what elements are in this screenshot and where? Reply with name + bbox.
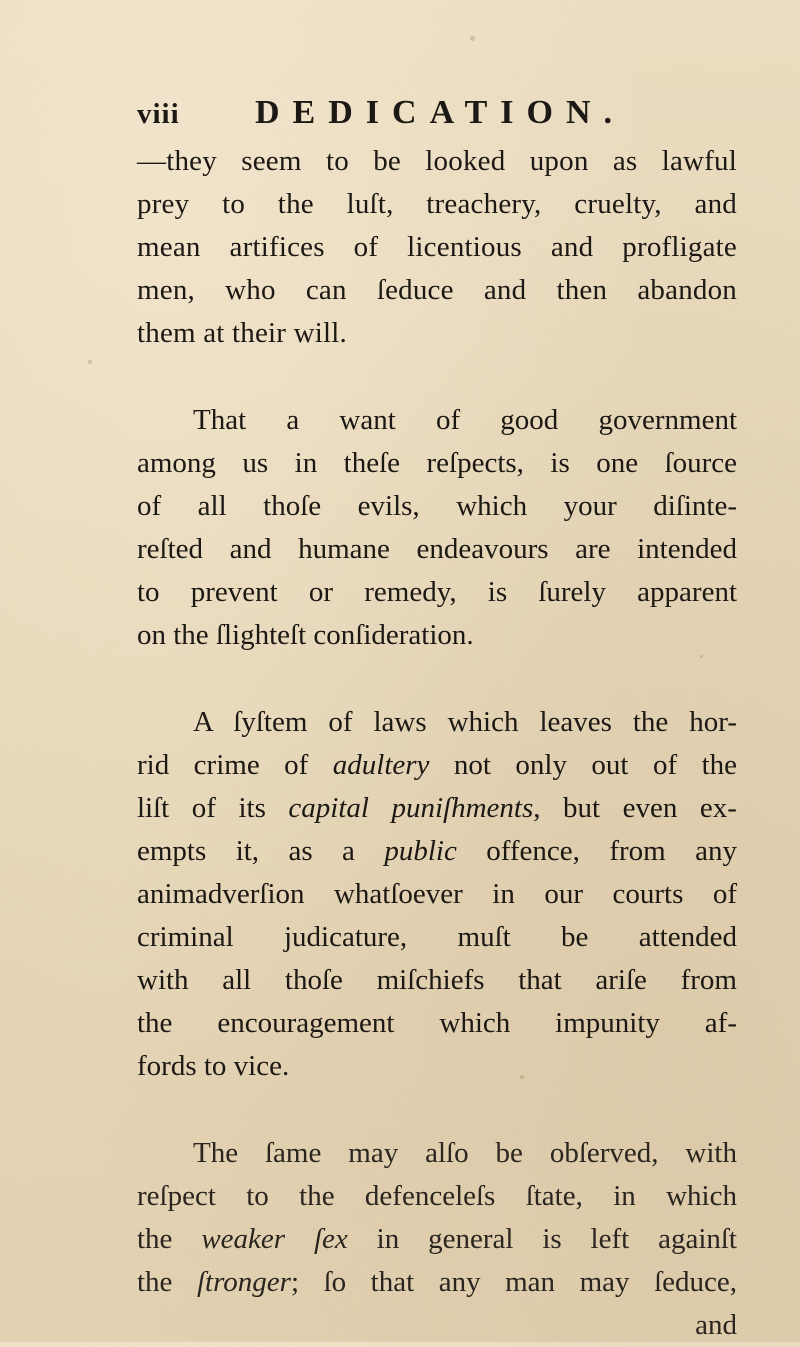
text-line (137, 744, 737, 787)
paper-speck (470, 36, 475, 41)
body-text (137, 140, 737, 1347)
line-text: empts it, as a (137, 835, 385, 867)
line-text: criminal judicature, muſt be attended (137, 921, 737, 953)
line-text: the (137, 1223, 202, 1255)
text-line (137, 1261, 737, 1304)
text-line: on the ſlighteſt conſideration. (137, 619, 474, 651)
page-header (137, 94, 737, 138)
text-line (137, 1218, 737, 1261)
page-number: viii (137, 98, 180, 130)
line-text: animadverſion whatſoever in our courts of (137, 878, 737, 910)
line-text: the (137, 1266, 197, 1298)
paragraph-4 (137, 1132, 737, 1347)
italic-text: weaker ſex (201, 1223, 348, 1255)
italic-text: public (384, 835, 457, 867)
text-line (137, 959, 737, 1002)
line-text: offence, from any (456, 835, 737, 867)
text-line: among us in theſe reſpects, is one ſource (137, 447, 737, 479)
paper-speck (700, 655, 703, 658)
catchword: and (695, 1309, 737, 1341)
text-line (137, 830, 737, 873)
text-line: —they seem to be looked upon as lawful (137, 145, 737, 177)
text-line: prey to the luſt, treachery, cruelty, and (137, 188, 737, 220)
line-text: rid crime of (137, 749, 333, 781)
line-text: The ſame may alſo be obſerved, with (193, 1137, 737, 1169)
text-line (137, 1045, 737, 1088)
text-line: mean artifices of licentious and profligate (137, 231, 737, 263)
paragraph-1 (137, 140, 737, 355)
text-line (137, 701, 737, 744)
text-line: That a want of good government (193, 404, 737, 436)
line-text: fords to vice. (137, 1050, 290, 1082)
text-line: them at their will. (137, 317, 347, 349)
text-line (137, 873, 737, 916)
paragraph-3 (137, 701, 737, 1088)
line-text: in general is left againſt (347, 1223, 737, 1255)
text-line: to prevent or remedy, is ſurely apparent (137, 576, 737, 608)
text-line (137, 787, 737, 830)
paragraph-2 (137, 399, 737, 657)
running-head: DEDICATION. (255, 94, 626, 131)
text-line: men, who can ſeduce and then abandon (137, 274, 737, 306)
line-text: , but even ex- (533, 792, 737, 824)
line-text: not only out of the (429, 749, 737, 781)
line-text: liſt of its (137, 792, 289, 824)
text-line (137, 1175, 737, 1218)
text-line (137, 916, 737, 959)
paper-speck (520, 1075, 524, 1079)
paper-speck (260, 1280, 263, 1283)
text-line: of all thoſe evils, which your diſinte- (137, 490, 737, 522)
line-text: with all thoſe miſchiefs that ariſe from (137, 964, 737, 996)
italic-text: adultery (332, 749, 430, 781)
text-line: reſted and humane endeavours are intended (137, 533, 737, 565)
paper-speck (88, 360, 92, 364)
line-text: the encouragement which impunity af- (137, 1007, 737, 1039)
line-text: A ſyſtem of laws which leaves the hor- (193, 706, 737, 738)
text-line (137, 1002, 737, 1045)
line-text: reſpect to the defenceleſs ſtate, in which (137, 1180, 737, 1212)
italic-text: capital puniſhments (288, 792, 534, 824)
italic-text: ſtronger (196, 1266, 291, 1298)
text-line (137, 1132, 737, 1175)
line-text: ; ſo that any man may ſeduce, (290, 1266, 737, 1298)
